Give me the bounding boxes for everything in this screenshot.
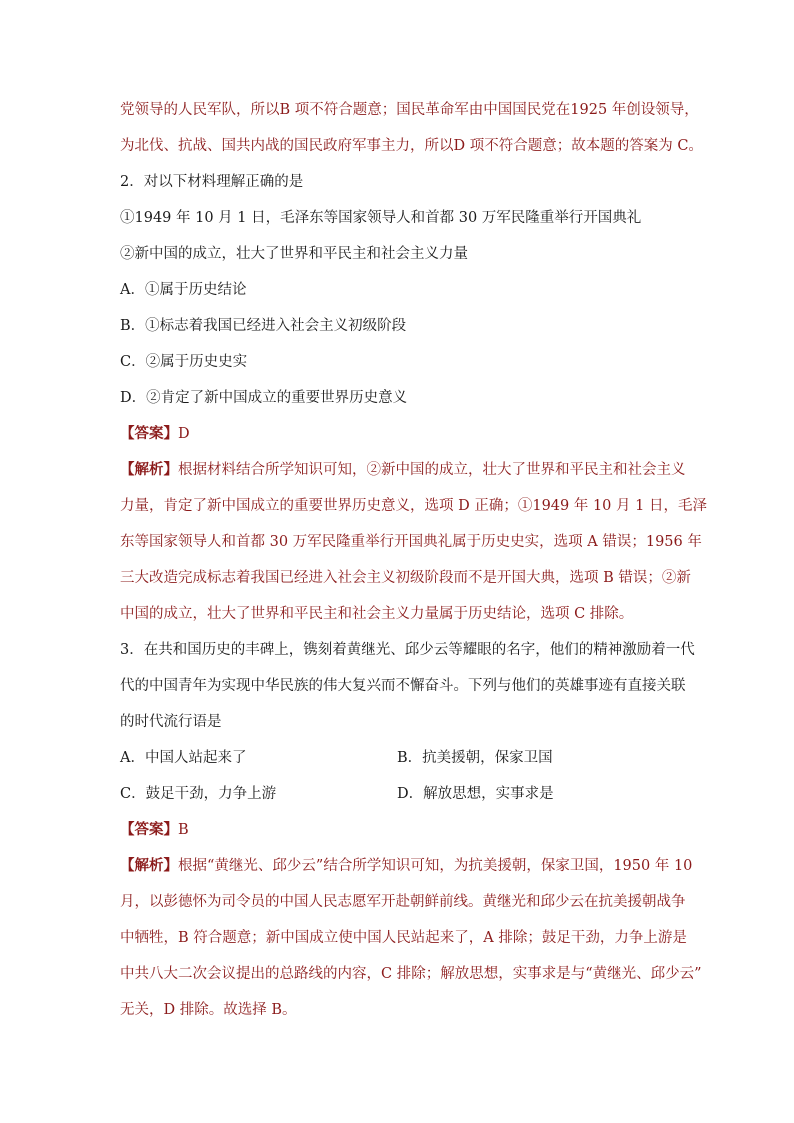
q2-analysis-line-3: 东等国家领导人和首都 30 万军民隆重举行开国典礼属于历史史实，选项 A 错误；1956 年: [120, 534, 702, 550]
q2-option-b: B．①标志着我国已经进入社会主义初级阶段: [120, 318, 407, 334]
q2-answer-value: D: [178, 426, 190, 442]
q1-analysis-line-2: 为北伐、抗战、国共内战的国民政府军事主力，所以D 项不符合题意；故本题的答案为 C。: [120, 138, 703, 154]
q3-analysis-tag: 【解析】: [120, 857, 178, 874]
q3-analysis-line-3: 中牺牲，B 符合题意；新中国成立使中国人民站起来了，A 排除；鼓足干劲，力争上游是: [120, 930, 687, 946]
q2-material-2: ②新中国的成立，壮大了世界和平民主和社会主义力量: [120, 246, 468, 262]
q3-option-c: C．鼓足干劲，力争上游: [120, 786, 277, 802]
q3-analysis-line-1: [120, 856, 692, 876]
q3-answer-tag: 【答案】: [120, 821, 178, 838]
q3-option-d: D．解放思想，实事求是: [397, 786, 554, 802]
q2-analysis-line-4: 三大改造完成标志着我国已经进入社会主义初级阶段而不是开国大典，选项 B 错误；②新: [120, 570, 691, 586]
q2-analysis-text-1: 根据材料结合所学知识可知，②新中国的成立，壮大了世界和平民主和社会主义: [178, 462, 686, 478]
q2-option-c: C．②属于历史史实: [120, 354, 248, 370]
q3-stem-line-2: 代的中国青年为实现中华民族的伟大复兴而不懈奋斗。下列与他们的英雄事迹有直接关联: [120, 678, 686, 694]
q3-stem-line-1: 3．在共和国历史的丰碑上，镌刻着黄继光、邱少云等耀眼的名字，他们的精神激励着一代: [120, 642, 695, 658]
q3-option-b: B．抗美援朝，保家卫国: [397, 750, 553, 766]
q3-analysis-line-4: 中共八大二次会议提出的总路线的内容，C 排除；解放思想，实事求是与“黄继光、邱少云”: [120, 966, 702, 982]
q2-analysis-line-2: 力量，肯定了新中国成立的重要世界历史意义，选项 D 正确；①1949 年 10 月 1 日，毛泽: [120, 498, 707, 514]
q3-answer-value: B: [178, 822, 189, 838]
q2-analysis-line-5: 中国的成立，壮大了世界和平民主和社会主义力量属于历史结论，选项 C 排除。: [120, 606, 634, 622]
q2-material-1: ①1949 年 10 月 1 日，毛泽东等国家领导人和首都 30 万军民隆重举行开国典礼: [120, 210, 642, 226]
q3-answer: [120, 820, 189, 840]
q2-stem: 2．对以下材料理解正确的是: [120, 174, 304, 190]
q3-stem-line-3: 的时代流行语是: [120, 714, 222, 730]
q2-analysis-tag: 【解析】: [120, 461, 178, 478]
q3-option-a: A．中国人站起来了: [120, 750, 247, 766]
q2-answer: [120, 424, 190, 444]
q2-option-d: D．②肯定了新中国成立的重要世界历史意义: [120, 390, 408, 406]
q3-analysis-line-5: 无关，D 排除。故选择 B。: [120, 1002, 297, 1018]
q3-analysis-text-1: 根据“黄继光、邱少云”结合所学知识可知，为抗美援朝，保家卫国，1950 年 10: [178, 858, 693, 874]
q2-analysis-line-1: [120, 460, 686, 480]
q2-answer-tag: 【答案】: [120, 425, 178, 442]
q2-option-a: A．①属于历史结论: [120, 282, 247, 298]
q1-analysis-line-1: 党领导的人民军队，所以B 项不符合题意；国民革命军由中国国民党在1925 年创设领导，: [120, 102, 699, 118]
q3-analysis-line-2: 月，以彭德怀为司令员的中国人民志愿军开赴朝鲜前线。黄继光和邱少云在抗美援朝战争: [120, 894, 686, 910]
